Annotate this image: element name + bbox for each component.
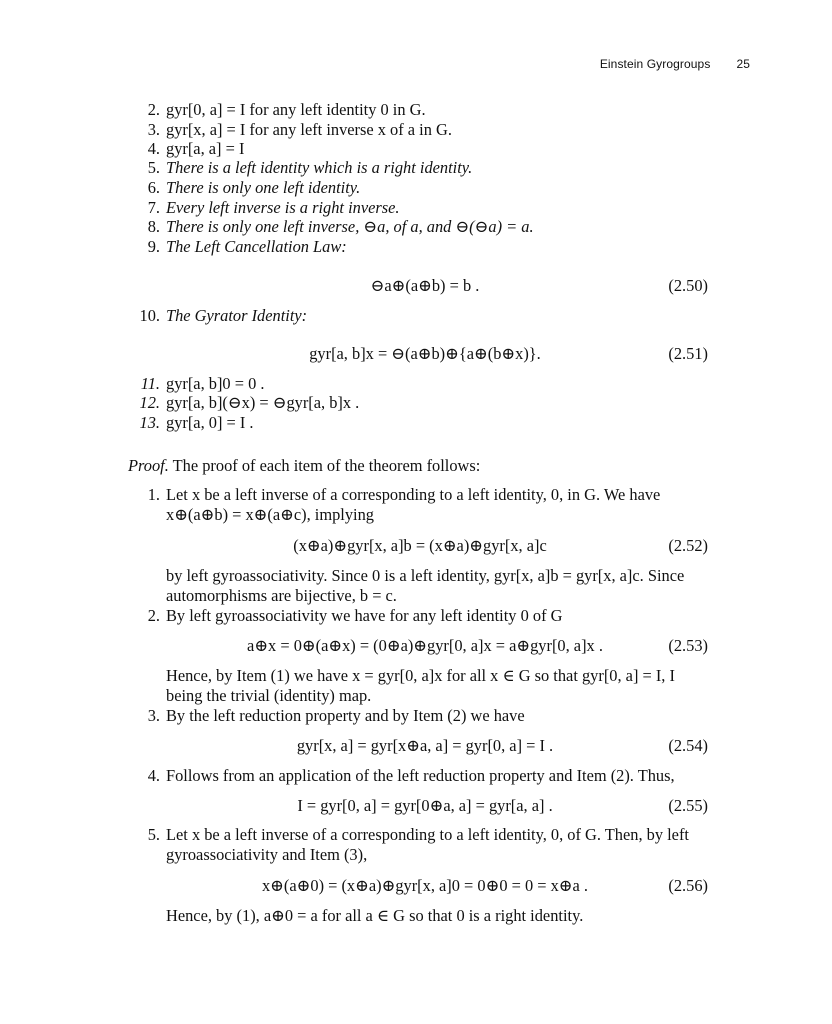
- equation-number: (2.54): [668, 736, 708, 755]
- item-number: 8.: [147, 217, 160, 236]
- proof-text: x⊕(a⊕b) = x⊕(a⊕c), implying: [166, 505, 375, 524]
- item-number: 9.: [147, 237, 160, 256]
- proof-text: automorphisms are bijective, b = c.: [166, 586, 397, 605]
- proof-text: by left gyroassociativity. Since 0 is a left identity, gyr[x, a]b = gyr[x, a]c. Since: [166, 566, 685, 585]
- proof-step-number: 4.: [147, 766, 160, 785]
- proof-text: Hence, by (1), a⊕0 = a for all a ∈ G so that 0 is a right identity.: [166, 906, 584, 925]
- theorem-item: There is only one left inverse, ⊖a, of a, and ⊖(⊖a) = a.: [166, 217, 534, 236]
- proof-text: Let x be a left inverse of a corresponding to a left identity, 0, of G. Then, by left: [166, 825, 689, 844]
- proof-text: By the left reduction property and by Item (2) we have: [166, 706, 525, 725]
- theorem-item: gyr[a, a] = I: [166, 139, 245, 158]
- equation-number: (2.56): [668, 876, 708, 895]
- theorem-item: There is a left identity which is a right identity.: [166, 158, 473, 177]
- equation-2-54: gyr[x, a] = gyr[x⊕a, a] = gyr[0, a] = I .: [296, 736, 554, 755]
- item-number: 3.: [147, 120, 160, 139]
- running-head-title: Einstein Gyrogroups: [599, 57, 711, 71]
- equation-number: (2.50): [668, 276, 708, 295]
- equation-number: (2.51): [668, 344, 708, 363]
- item-number: 13.: [139, 413, 160, 432]
- running-head: [600, 54, 750, 74]
- equation-number: (2.53): [668, 636, 708, 655]
- proof-text: being the trivial (identity) map.: [166, 686, 372, 705]
- proof-intro: The proof of each item of the theorem follows:: [172, 456, 481, 475]
- proof-text: Hence, by Item (1) we have x = gyr[0, a]x for all x ∈ G so that gyr[0, a] = I, I: [166, 666, 675, 685]
- item-number: 6.: [147, 178, 160, 197]
- equation-2-55: I = gyr[0, a] = gyr[0⊕a, a] = gyr[a, a] .: [297, 796, 553, 815]
- equation-2-52: (x⊕a)⊕gyr[x, a]b = (x⊕a)⊕gyr[x, a]c: [293, 536, 547, 555]
- item-number: 7.: [147, 198, 160, 217]
- equation-2-51: gyr[a, b]x = ⊖(a⊕b)⊕{a⊕(b⊕x)}.: [309, 344, 541, 363]
- proof-text: gyroassociativity and Item (3),: [166, 845, 368, 864]
- proof-text: Follows from an application of the left reduction property and Item (2). Thus,: [166, 766, 675, 785]
- equation-2-56: x⊕(a⊕0) = (x⊕a)⊕gyr[x, a]0 = 0⊕0 = 0 = x⊕a .: [261, 876, 588, 895]
- theorem-item: Every left inverse is a right inverse.: [166, 198, 400, 217]
- proof-step-number: 1.: [147, 485, 160, 504]
- item-number: 2.: [147, 100, 160, 119]
- proof-label: Proof.: [128, 456, 169, 475]
- theorem-item: gyr[a, b](⊖x) = ⊖gyr[a, b]x .: [166, 393, 360, 412]
- theorem-item: The Left Cancellation Law:: [166, 237, 347, 256]
- theorem-item: There is only one left identity.: [166, 178, 361, 197]
- theorem-item: gyr[0, a] = I for any left identity 0 in G.: [166, 100, 426, 119]
- proof-step-number: 3.: [147, 706, 160, 725]
- equation-number: (2.52): [668, 536, 708, 555]
- item-number: 4.: [147, 139, 160, 158]
- theorem-item: gyr[x, a] = I for any left inverse x of a in G.: [166, 120, 452, 139]
- item-number: 10.: [139, 306, 160, 325]
- proof-text: Let x be a left inverse of a corresponding to a left identity, 0, in G. We have: [166, 485, 661, 504]
- theorem-item: The Gyrator Identity:: [166, 306, 308, 325]
- page-number: 25: [736, 57, 750, 71]
- proof-text: By left gyroassociativity we have for any left identity 0 of G: [166, 606, 563, 625]
- item-number: 12.: [139, 393, 160, 412]
- proof-heading: [128, 456, 480, 476]
- theorem-item: gyr[a, 0] = I .: [166, 413, 254, 432]
- equation-number: (2.55): [668, 796, 708, 815]
- equation-2-53: a⊕x = 0⊕(a⊕x) = (0⊕a)⊕gyr[0, a]x = a⊕gyr[0, a]x .: [247, 636, 603, 655]
- item-number: 11.: [140, 374, 160, 393]
- item-number: 5.: [147, 158, 160, 177]
- proof-step-number: 5.: [147, 825, 160, 844]
- equation-2-50: ⊖a⊕(a⊕b) = b .: [370, 276, 480, 295]
- proof-step-number: 2.: [147, 606, 160, 625]
- theorem-item: gyr[a, b]0 = 0 .: [166, 374, 265, 393]
